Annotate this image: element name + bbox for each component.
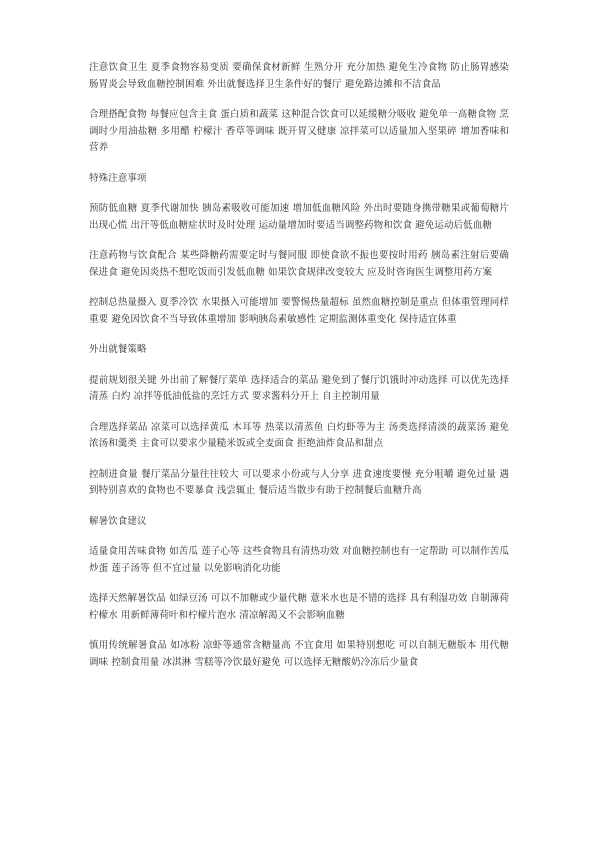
section-heading-summer-diet: 解暑饮食建议 [89,515,147,527]
paragraph-traditional-foods: 慎用传统解暑食品 如冰粉 凉虾等通常含糖量高 不宜食用 如果特别想吃 可以自制无糖版本 用代糖调味 控制食用量 冰淇淋 雪糕等冷饮最好避免 可以选择无糖酸奶冷冻后少量食 [89,640,509,668]
paragraph-natural-drinks: 选择天然解暑饮品 如绿豆汤 可以不加糖或少量代糖 薏米水也是不错的选择 具有利湿功效 自制薄荷柠檬水 用新鲜薄荷叶和柠檬片泡水 清凉解渴又不会影响血糖 [89,593,509,621]
document-body [89,60,509,685]
paragraph-food-pairing: 合理搭配食物 每餐应包含主食 蛋白质和蔬菜 这种混合饮食可以延缓糖分吸收 避免单一高糖食物 烹调时少用油盐糖 多用醋 柠檬汁 香草等调味 既开胃又健康 凉拌菜可以适量加入坚果碎 增加香味和营养 [89,109,509,153]
paragraph-calorie-control: 控制总热量摄入 夏季冷饮 水果摄入可能增加 要警惕热量超标 虽然血糖控制是重点 但体重管理同样重要 避免因饮食不当导致体重增加 影响胰岛素敏感性 定期监测体重变化 保持适宜体重 [89,297,509,325]
section-heading-dining-out: 外出就餐策略 [89,344,147,355]
paragraph-medication-diet: 注意药物与饮食配合 某些降糖药需要定时与餐同服 即使食欲不振也要按时用药 胰岛素注射后要确保进食 避免因炎热不想吃饭而引发低血糖 如果饮食规律改变较大 应及时咨询医生调整用药方案 [89,250,509,278]
section-heading-special-notes: 特殊注意事项 [89,172,147,184]
paragraph-bitter-foods: 适量食用苦味食物 如苦瓜 莲子心等 这些食物具有清热功效 对血糖控制也有一定帮助 可以制作苦瓜炒蛋 莲子汤等 但不宜过量 以免影响消化功能 [89,546,509,574]
paragraph-food-hygiene: 注意饮食卫生 夏季食物容易变质 要确保食材新鲜 生熟分开 充分加热 避免生冷食物 防止肠胃感染 肠胃炎会导致血糖控制困难 外出就餐选择卫生条件好的餐厅 避免路边摊和不洁食品 [89,62,509,90]
paragraph-plan-ahead: 提前规划很关键 外出前了解餐厅菜单 选择适合的菜品 避免到了餐厅饥饿时冲动选择 可以优先选择清蒸 白灼 凉拌等低油低盐的烹饪方式 要求酱料分开上 自主控制用量 [89,374,509,402]
paragraph-choose-dishes: 合理选择菜品 凉菜可以选择黄瓜 木耳等 热菜以清蒸鱼 白灼虾等为主 汤类选择清淡的蔬菜汤 避免浓汤和羹类 主食可以要求少量糙米饭或全麦面食 拒绝油炸食品和甜点 [89,421,509,449]
paragraph-prevent-hypoglycemia: 预防低血糖 夏季代谢加快 胰岛素吸收可能加速 增加低血糖风险 外出时要随身携带糖果或葡萄糖片 出现心慌 出汗等低血糖症状时及时处理 运动量增加时要适当调整药物和饮食 避免运动后低血糖 [89,203,509,231]
paragraph-portion-control: 控制进食量 餐厅菜品分量往往较大 可以要求小份或与人分享 进食速度要慢 充分咀嚼 避免过量 遇到特别喜欢的食物也不要暴食 浅尝辄止 餐后适当散步有助于控制餐后血糖升高 [89,468,509,496]
